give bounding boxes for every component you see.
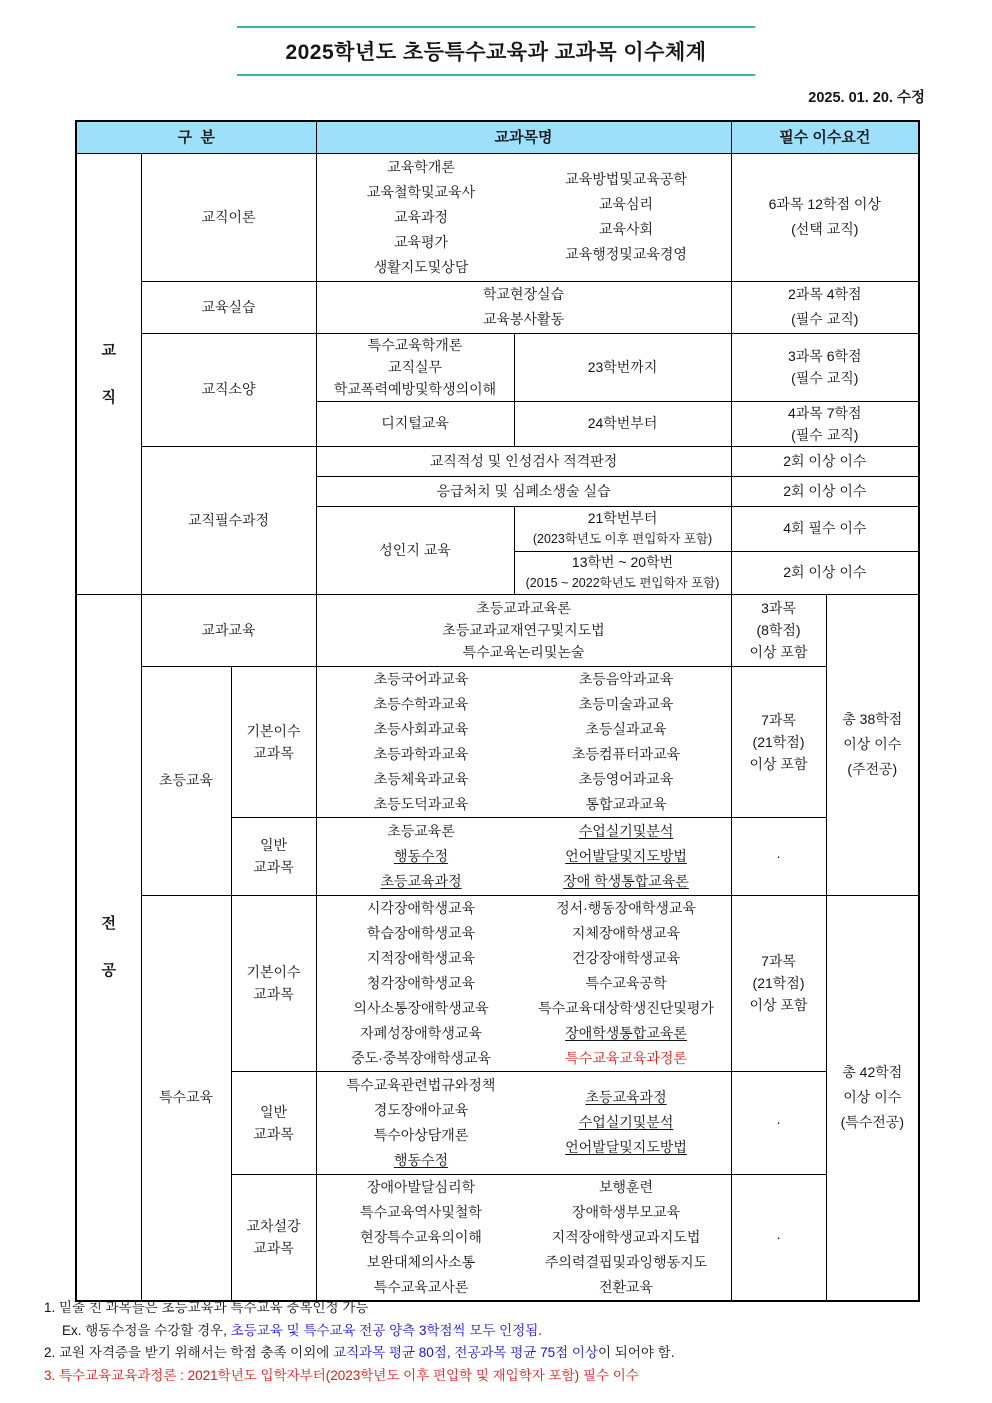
cell-firstaid: 응급처치 및 심폐소생술 실습 bbox=[316, 476, 731, 506]
cell-subjects-teuksu-cross bbox=[316, 1174, 731, 1301]
text-line: 교육과정 bbox=[393, 208, 449, 225]
header-requirement: 필수 이수요건 bbox=[731, 121, 919, 153]
text-line: 통합교과교육 bbox=[585, 795, 667, 812]
subject-item: 초등교육론 bbox=[387, 822, 455, 839]
text-line: 초등교과교육론 bbox=[476, 600, 571, 616]
revision-date: 2025. 01. 20. 수정 bbox=[808, 90, 925, 106]
text-line: 기본이수 bbox=[246, 964, 301, 980]
text-line: 7과목 bbox=[761, 711, 796, 728]
cell-req-soyang-a bbox=[731, 333, 919, 401]
subject-item-underlined: 행동수정 bbox=[393, 1151, 449, 1168]
text-line: 주의력결핍및과잉행동지도 bbox=[544, 1253, 708, 1270]
cell-total-main bbox=[826, 594, 919, 895]
text-line: 교과목 bbox=[253, 744, 294, 761]
subject-item-underlined: 초등교육과정 bbox=[380, 872, 462, 889]
label-char: 교 bbox=[101, 341, 116, 359]
text-line: 교육평가 bbox=[393, 233, 449, 250]
text-line: 초등미술과교육 bbox=[578, 695, 674, 712]
text-line: 보완대체의사소통 bbox=[366, 1253, 476, 1270]
cell-category-soyang: 교직소양 bbox=[141, 333, 316, 446]
cell-subjects-teuksu-basic bbox=[316, 895, 731, 1071]
cell-section-jeongong bbox=[76, 594, 141, 1301]
row-practicum bbox=[76, 281, 919, 333]
two-column-list bbox=[319, 667, 729, 817]
cell-category-chodeung: 초등교육 bbox=[141, 666, 231, 895]
two-column-list bbox=[319, 1175, 729, 1300]
footnote-text-blue: 초등교육 및 특수교육 전공 양측 3학점씩 모두 인정됨. bbox=[230, 1322, 543, 1338]
cell-req-gender-a: 4회 필수 이수 bbox=[731, 506, 919, 551]
text-line: 보행훈련 bbox=[598, 1178, 654, 1195]
vertical-label-jeongong bbox=[79, 911, 139, 983]
text-line: 교과목 bbox=[253, 986, 294, 1002]
two-column-list bbox=[319, 1073, 729, 1173]
text-line: 장애학생부모교육 bbox=[571, 1203, 681, 1220]
text-line: 수업실기및분석 bbox=[578, 822, 674, 839]
cell-aptitude: 교직적성 및 인성검사 적격판정 bbox=[316, 446, 731, 476]
text-line: 특수교육역사및철학 bbox=[360, 1203, 482, 1220]
subject-list-left bbox=[319, 1175, 524, 1300]
text-line: (선택 교직) bbox=[791, 221, 859, 237]
text-line: 교육행정및교육경영 bbox=[565, 246, 687, 262]
text-line: 교직실무 bbox=[387, 359, 443, 375]
cell-req-teuksu-cross: · bbox=[731, 1174, 826, 1301]
text-line: 초등수학과교육 bbox=[373, 695, 469, 712]
text-line-small: (2015 ~ 2022학년도 편입학자 포함) bbox=[525, 575, 720, 590]
footnote-text-blue: 교직과목 평균 80점, 전공과목 평균 75점 이상 bbox=[333, 1345, 598, 1360]
cell-req-theory bbox=[731, 153, 919, 281]
text-line: 4과목 7학점 bbox=[788, 404, 862, 421]
footnote-text: 2. 교원 자격증을 받기 위해서는 학점 충족 이외에 bbox=[44, 1345, 334, 1360]
cell-note-soyang-a: 23학번까지 bbox=[514, 333, 731, 401]
text-line: 현장특수교육의이해 bbox=[360, 1228, 482, 1245]
cell-gender-b bbox=[514, 551, 731, 594]
text-line: (21학점) bbox=[752, 975, 805, 991]
two-column-list bbox=[319, 155, 729, 280]
curriculum-table bbox=[75, 120, 920, 1302]
text-line: 수업실기및분석 bbox=[578, 1114, 674, 1130]
footnotes bbox=[44, 1297, 964, 1387]
text-line: 일반 bbox=[259, 1103, 288, 1120]
label-char: 직 bbox=[101, 388, 116, 406]
cell-category-teuksu: 특수교육 bbox=[141, 895, 231, 1301]
text-line: 학교현장실습 bbox=[482, 286, 565, 302]
subject-item: 지체장애학생교육 bbox=[571, 924, 681, 941]
text-line: 총 42학점 bbox=[842, 1064, 903, 1080]
text-line: 이상 포함 bbox=[749, 997, 808, 1013]
subject-list-left bbox=[319, 667, 524, 817]
text-line: 자폐성장애학생교육 bbox=[360, 1024, 482, 1041]
text-line: 교과목 bbox=[253, 1240, 294, 1256]
footnote-text: 이 되어야 함. bbox=[598, 1345, 675, 1360]
label-char: 공 bbox=[101, 962, 116, 979]
row-aptitude bbox=[76, 446, 919, 476]
cell-section-gyojik bbox=[76, 153, 141, 594]
text-line: 생활지도및상담 bbox=[373, 258, 469, 275]
subject-item: 특수아상담개론 bbox=[373, 1126, 469, 1143]
cell-req-chodeung-basic bbox=[731, 666, 826, 817]
subject-list-left bbox=[319, 155, 524, 280]
text-line: 교육심리 bbox=[598, 196, 654, 212]
cell-subcat-teuksu-cross bbox=[231, 1174, 316, 1301]
cell-note-soyang-b: 24학번부터 bbox=[514, 401, 731, 446]
header-row bbox=[76, 121, 919, 153]
cell-subcat-teuksu-basic bbox=[231, 895, 316, 1071]
text-line: (특수전공) bbox=[840, 1114, 904, 1130]
text-line: 장애아발달심리학 bbox=[366, 1178, 476, 1195]
text-line: 청각장애학생교육 bbox=[366, 974, 476, 991]
text-line: 교과목 bbox=[253, 859, 294, 875]
footnote-3 bbox=[44, 1365, 964, 1388]
row-theory bbox=[76, 153, 919, 281]
text-line: 지적장애학생교과지도법 bbox=[551, 1228, 701, 1245]
text-line: 중도·중복장애학생교육 bbox=[351, 1049, 491, 1066]
cell-subjects-soyang-b: 디지털교육 bbox=[316, 401, 514, 446]
row-soyang-a bbox=[76, 333, 919, 401]
cell-category-pilsu: 교직필수과정 bbox=[141, 446, 316, 594]
text-line: 2과목 4학점 bbox=[788, 286, 862, 302]
text-line: 3과목 6학점 bbox=[788, 348, 862, 364]
footnote-1 bbox=[44, 1297, 964, 1320]
cell-subjects-teuksu-general bbox=[316, 1071, 731, 1174]
text-line: 특수교육교사론 bbox=[373, 1278, 469, 1295]
text-line: (필수 교직) bbox=[791, 311, 859, 327]
subject-item: 건강장애학생교육 bbox=[571, 949, 681, 966]
footnote-text-red: 3. 특수교육교육과정론 : 2021학년도 입학자부터(2023학년도 이후 편입학 및 재입학자 포함) 필수 이수 bbox=[44, 1367, 639, 1383]
vertical-label-gyojik bbox=[79, 338, 139, 410]
footnote-text: Ex. 행동수정을 수강할 경우, bbox=[62, 1322, 231, 1338]
text-line: 전환교육 bbox=[598, 1278, 654, 1295]
text-line: 7과목 bbox=[761, 953, 796, 969]
cell-req-firstaid: 2회 이상 이수 bbox=[731, 476, 919, 506]
cell-category-practicum: 교육실습 bbox=[141, 281, 316, 333]
cell-subjects-chodeung-basic bbox=[316, 666, 731, 817]
row-gwagwa bbox=[76, 594, 919, 666]
label-char: 전 bbox=[101, 915, 116, 932]
text-line: 교육사회 bbox=[598, 221, 654, 237]
subject-list-right bbox=[524, 667, 729, 817]
subject-list-right bbox=[524, 1175, 729, 1300]
text-line: 교과목 bbox=[253, 1125, 294, 1142]
cell-req-soyang-b bbox=[731, 401, 919, 446]
text-line: 총 38학점 bbox=[842, 711, 903, 727]
text-line: 교육학개론 bbox=[387, 158, 455, 175]
cell-subjects-practicum bbox=[316, 281, 731, 333]
cell-total-special bbox=[826, 895, 919, 1301]
text-line: 3과목 bbox=[761, 600, 796, 616]
cell-req-teuksu-basic bbox=[731, 895, 826, 1071]
two-column-list bbox=[319, 819, 729, 894]
text-line: 학교폭력예방및학생의이해 bbox=[333, 381, 497, 397]
text-line: 6과목 12학점 이상 bbox=[768, 196, 881, 212]
cell-req-gwagwa bbox=[731, 594, 826, 666]
text-line: 초등체육과교육 bbox=[373, 770, 469, 787]
cell-req-gender-b: 2회 이상 이수 bbox=[731, 551, 919, 594]
text-line: 언어발달및지도방법 bbox=[565, 847, 687, 864]
footnote-text: 1. 밑줄 친 과목들은 초등교육과 특수교육 중복인정 가능 bbox=[44, 1300, 369, 1315]
subject-list-right-underlined bbox=[524, 1085, 729, 1160]
header-subjects: 교과목명 bbox=[316, 121, 731, 153]
text-line: 초등교육과정 bbox=[585, 1089, 667, 1105]
cell-req-chodeung-general: · bbox=[731, 817, 826, 895]
footnote-1-example bbox=[44, 1320, 964, 1343]
text-line: (필수 교직) bbox=[791, 426, 859, 443]
text-line: 의사소통장애학생교육 bbox=[353, 999, 489, 1016]
text-line-small: (2023학년도 이후 편입학자 포함) bbox=[532, 531, 713, 546]
text-line: 교육철학및교육사 bbox=[366, 183, 476, 200]
subject-item-underlined: 장애학생통합교육론 bbox=[565, 1024, 687, 1041]
cell-req-practicum bbox=[731, 281, 919, 333]
subject-list-right-underlined bbox=[524, 819, 729, 894]
text-line: 일반 bbox=[259, 837, 288, 853]
text-line: 시각장애학생교육 bbox=[366, 899, 476, 916]
text-line: 초등실과교육 bbox=[585, 720, 667, 737]
text-line: 언어발달및지도방법 bbox=[565, 1139, 687, 1155]
text-line: (21학점) bbox=[752, 733, 805, 750]
cell-gender-a bbox=[514, 506, 731, 551]
text-line: 초등사회과교육 bbox=[373, 720, 469, 737]
subject-item: 특수교육관련법규와정책 bbox=[346, 1076, 496, 1093]
cell-subjects-soyang-a bbox=[316, 333, 514, 401]
cell-category-gwagwa: 교과교육 bbox=[141, 594, 316, 666]
subject-list-left bbox=[319, 1073, 524, 1173]
cell-req-aptitude: 2회 이상 이수 bbox=[731, 446, 919, 476]
page-title: 2025학년도 초등특수교육과 교과목 이수체계 bbox=[285, 41, 707, 64]
cell-req-teuksu-general: · bbox=[731, 1071, 826, 1174]
cell-subjects-gwagwa bbox=[316, 594, 731, 666]
text-line: 기본이수 bbox=[246, 722, 301, 739]
two-column-list bbox=[319, 896, 729, 1071]
cell-subjects-chodeung-general bbox=[316, 817, 731, 895]
cell-gender-education: 성인지 교육 bbox=[316, 506, 514, 594]
text-line: 초등음악과교육 bbox=[578, 670, 674, 687]
text-line: 초등국어과교육 bbox=[373, 670, 469, 687]
text-line: 특수교육논리및논술 bbox=[462, 644, 585, 660]
text-line: 초등도덕과교육 bbox=[373, 795, 469, 812]
subject-list-right bbox=[524, 167, 729, 267]
text-line: 초등영어과교육 bbox=[578, 770, 674, 787]
text-line: 초등교과교재연구및지도법 bbox=[442, 622, 605, 638]
cell-subcat-chodeung-general bbox=[231, 817, 316, 895]
header-category: 구 분 bbox=[76, 121, 316, 153]
row-chodeung-basic bbox=[76, 666, 919, 817]
subject-list-left bbox=[319, 896, 524, 1071]
subject-item: 특수교육대상학생진단및평가 bbox=[538, 999, 714, 1016]
text-line: 초등컴퓨터과교육 bbox=[571, 745, 681, 762]
text-line: 초등과학과교육 bbox=[373, 745, 469, 762]
subject-list-right bbox=[524, 896, 729, 1071]
text-line: 이상 포함 bbox=[749, 755, 808, 772]
subject-item: 특수교육공학 bbox=[585, 974, 667, 991]
subject-item-red: 특수교육교육과정론 bbox=[565, 1049, 687, 1066]
text-line: 교육봉사활동 bbox=[482, 311, 565, 327]
text-line: 학습장애학생교육 bbox=[366, 924, 476, 941]
text-line: 이상 이수 bbox=[843, 736, 902, 752]
text-line: (주전공) bbox=[847, 761, 898, 777]
text-line: 21학번부터 bbox=[587, 509, 658, 526]
cell-subcat-teuksu-general bbox=[231, 1071, 316, 1174]
text-line: (8학점) bbox=[756, 622, 801, 638]
text-line: 이상 포함 bbox=[749, 644, 808, 660]
text-line: 특수교육학개론 bbox=[367, 337, 463, 353]
text-line: (필수 교직) bbox=[791, 370, 859, 386]
title-block bbox=[237, 26, 755, 76]
cell-subcat-chodeung-basic bbox=[231, 666, 316, 817]
subject-item: 정서·행동장애학생교육 bbox=[556, 899, 696, 916]
footnote-2 bbox=[44, 1342, 964, 1365]
subject-list-left bbox=[319, 819, 524, 894]
subject-item: 경도장애아교육 bbox=[373, 1101, 469, 1118]
text-line: 장애 학생통합교육론 bbox=[563, 872, 689, 889]
cell-category-theory: 교직이론 bbox=[141, 153, 316, 281]
text-line: 교육방법및교육공학 bbox=[565, 171, 687, 187]
subject-item-underlined: 행동수정 bbox=[393, 847, 449, 864]
text-line: 교차설강 bbox=[246, 1218, 301, 1234]
cell-subjects-theory bbox=[316, 153, 731, 281]
text-line: 이상 이수 bbox=[843, 1089, 902, 1105]
row-teuksu-basic bbox=[76, 895, 919, 1071]
text-line: 13학번 ~ 20학번 bbox=[571, 553, 674, 570]
text-line: 지적장애학생교육 bbox=[366, 949, 476, 966]
